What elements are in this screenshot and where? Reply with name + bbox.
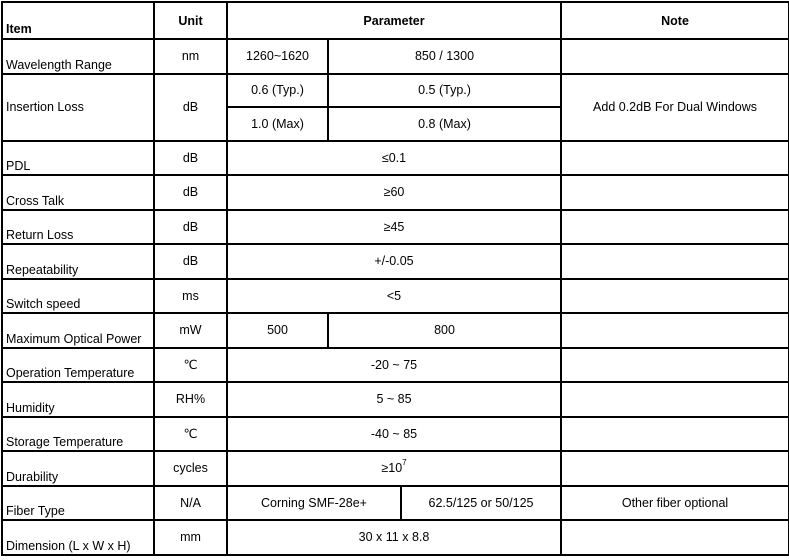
header-note: Note bbox=[561, 2, 789, 39]
header-unit: Unit bbox=[154, 2, 227, 39]
row-param-1: 1.0 (Max) bbox=[227, 107, 328, 141]
row-value: -20 ~ 75 bbox=[227, 348, 561, 383]
row-unit: mm bbox=[154, 520, 227, 555]
table-row bbox=[2, 451, 789, 486]
table-row bbox=[2, 486, 789, 521]
row-note bbox=[561, 417, 789, 452]
table-row bbox=[2, 382, 789, 417]
table-row bbox=[2, 348, 789, 383]
row-unit: dB bbox=[154, 244, 227, 279]
row-unit: mW bbox=[154, 313, 227, 348]
row-item: Storage Temperature bbox=[2, 417, 154, 452]
row-unit: ℃ bbox=[154, 348, 227, 383]
spec-table bbox=[1, 1, 789, 556]
row-param-1: Corning SMF-28e+ bbox=[227, 486, 401, 521]
row-note bbox=[561, 313, 789, 348]
row-unit: ms bbox=[154, 279, 227, 314]
row-item: Repeatability bbox=[2, 244, 154, 279]
row-item: Return Loss bbox=[2, 210, 154, 245]
row-item: Operation Temperature bbox=[2, 348, 154, 383]
row-note bbox=[561, 210, 789, 245]
row-value: 30 x 11 x 8.8 bbox=[227, 520, 561, 555]
row-param-2: 800 bbox=[328, 313, 561, 348]
row-item: PDL bbox=[2, 141, 154, 176]
row-note bbox=[561, 520, 789, 555]
table-row bbox=[2, 520, 789, 555]
row-unit: nm bbox=[154, 39, 227, 74]
row-item: Fiber Type bbox=[2, 486, 154, 521]
table-row bbox=[2, 417, 789, 452]
row-item: Durability bbox=[2, 451, 154, 486]
header-parameter: Parameter bbox=[227, 2, 561, 39]
row-value: ≤0.1 bbox=[227, 141, 561, 176]
row-param-1: 0.6 (Typ.) bbox=[227, 74, 328, 108]
table-header-row bbox=[2, 2, 789, 39]
row-param-2: 0.8 (Max) bbox=[328, 107, 561, 141]
row-unit: N/A bbox=[154, 486, 227, 521]
row-note bbox=[561, 141, 789, 176]
row-param-1: 500 bbox=[227, 313, 328, 348]
row-value: +/-0.05 bbox=[227, 244, 561, 279]
row-item: Dimension (L x W x H) bbox=[2, 520, 154, 555]
row-unit: dB bbox=[154, 210, 227, 245]
row-note bbox=[561, 348, 789, 383]
row-note: Other fiber optional bbox=[561, 486, 789, 521]
row-note bbox=[561, 244, 789, 279]
durability-exponent: 7 bbox=[402, 458, 407, 468]
row-unit: RH% bbox=[154, 382, 227, 417]
row-param-1: 1260~1620 bbox=[227, 39, 328, 74]
table-row bbox=[2, 279, 789, 314]
table-row bbox=[2, 210, 789, 245]
row-item: Switch speed bbox=[2, 279, 154, 314]
table-row bbox=[2, 175, 789, 210]
row-note: Add 0.2dB For Dual Windows bbox=[561, 74, 789, 141]
row-note bbox=[561, 175, 789, 210]
table-row bbox=[2, 39, 789, 74]
row-unit: dB bbox=[154, 175, 227, 210]
row-unit: ℃ bbox=[154, 417, 227, 452]
row-item: Cross Talk bbox=[2, 175, 154, 210]
row-note bbox=[561, 451, 789, 486]
row-param-2: 850 / 1300 bbox=[328, 39, 561, 74]
row-unit: dB bbox=[154, 74, 227, 141]
row-item: Wavelength Range bbox=[2, 39, 154, 74]
row-unit: cycles bbox=[154, 451, 227, 486]
row-item: Humidity bbox=[2, 382, 154, 417]
table-row bbox=[2, 313, 789, 348]
row-param-2: 0.5 (Typ.) bbox=[328, 74, 561, 108]
row-value: ≥60 bbox=[227, 175, 561, 210]
table-row bbox=[2, 244, 789, 279]
row-value: <5 bbox=[227, 279, 561, 314]
table-row bbox=[2, 141, 789, 176]
row-note bbox=[561, 382, 789, 417]
row-value bbox=[227, 451, 561, 486]
header-item: Item bbox=[2, 2, 154, 39]
table-row bbox=[2, 74, 789, 108]
row-value: -40 ~ 85 bbox=[227, 417, 561, 452]
row-value: ≥45 bbox=[227, 210, 561, 245]
row-item: Insertion Loss bbox=[2, 74, 154, 141]
row-item: Maximum Optical Power bbox=[2, 313, 154, 348]
durability-base: ≥10 bbox=[381, 461, 403, 476]
row-note bbox=[561, 279, 789, 314]
row-param-2: 62.5/125 or 50/125 bbox=[401, 486, 561, 521]
row-note bbox=[561, 39, 789, 74]
row-unit: dB bbox=[154, 141, 227, 176]
row-value: 5 ~ 85 bbox=[227, 382, 561, 417]
